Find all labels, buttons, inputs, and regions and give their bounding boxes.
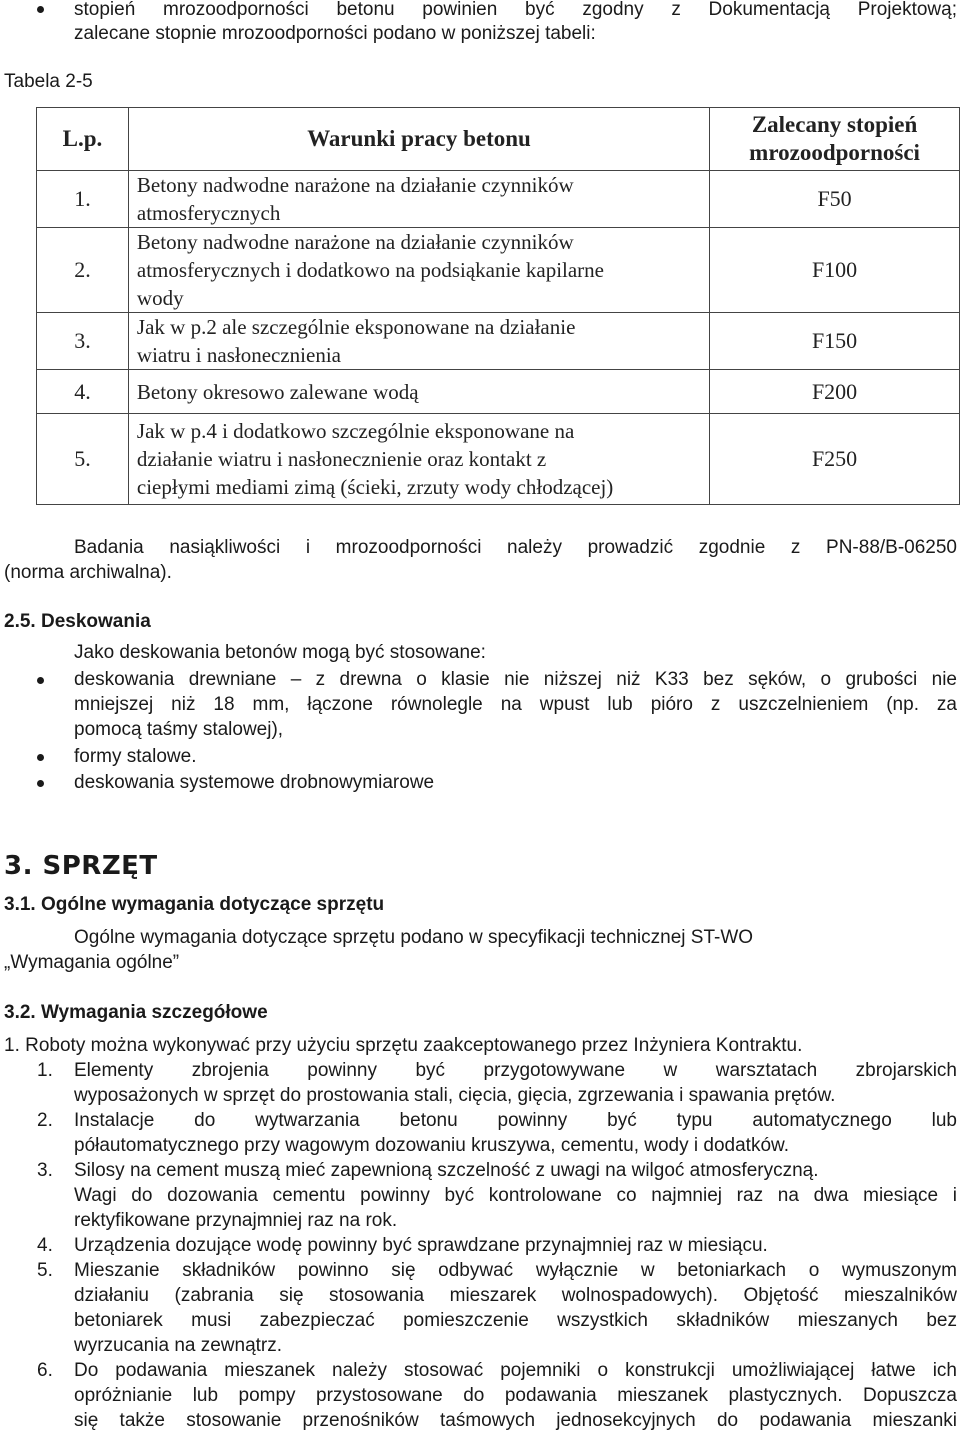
row-grade: F50 [710, 171, 960, 228]
s31-line-1: Ogólne wymagania dotyczące sprzętu podano w specyfikacji technicznej ST-WO [74, 927, 754, 948]
item-line: Mieszanie składników powinno się odbywać wyłącznie w betoniarkach o wymuszonym [74, 1260, 957, 1281]
header-lp: L.p. [37, 108, 129, 171]
row-conditions [128, 370, 709, 414]
item-line: półautomatycznego przy wagowym dozowaniu kruszywa, cementu, wody i dodatków. [74, 1135, 789, 1156]
deskowania-bullet-1-line-2: mniejszej niż 18 mm, łączone równolegle na wpust lub pióro z uszczelnieniem (np. za [74, 694, 957, 715]
table-row [37, 171, 960, 228]
s32-lead: 1. Roboty można wykonywać przy użyciu sprzętu zaakceptowanego przez Inżyniera Kontraktu. [4, 1035, 803, 1056]
condition-line: działanie wiatru i nasłonecznienie oraz kontakt z [136, 447, 547, 471]
item-line: rektyfikowane przynajmniej raz na rok. [74, 1210, 398, 1231]
bullet-dot [37, 6, 44, 13]
nasiakliwosc-line-2: (norma archiwalna). [4, 562, 172, 583]
item-line: Wagi do dozowania cementu powinny być kontrolowane co najmniej raz na dwa miesiące i [74, 1185, 957, 1206]
condition-line: wody [136, 286, 184, 310]
row-grade: F150 [710, 313, 960, 370]
row-lp: 3. [37, 313, 129, 370]
item-line: betoniarek musi zabezpieczać pomieszczenie wszystkich składników mieszanych bez [74, 1310, 957, 1331]
condition-line: atmosferycznych [136, 201, 281, 225]
table-row [37, 228, 960, 313]
table-row [37, 313, 960, 370]
section-heading-3-1: 3.1. Ogólne wymagania dotyczące sprzętu [4, 894, 385, 915]
item-number: 4. [37, 1235, 53, 1256]
header-grade [710, 108, 960, 171]
condition-line: Betony nadwodne narażone na działanie czynników [136, 173, 574, 197]
frost-resistance-table [36, 107, 960, 505]
s31-line-2: „Wymagania ogólne” [4, 952, 180, 973]
item-number: 6. [37, 1360, 53, 1381]
condition-line: ciepłymi mediami zimą (ścieki, zrzuty wody chłodzącej) [136, 475, 614, 499]
condition-line: wiatru i nasłonecznienia [136, 343, 341, 367]
row-lp: 2. [37, 228, 129, 313]
row-conditions [128, 171, 709, 228]
intro-line-2: zalecane stopnie mrozoodporności podano w poniższej tabeli: [74, 23, 596, 44]
table-row [37, 370, 960, 414]
condition-line: Betony okresowo zalewane wodą [136, 379, 419, 404]
row-lp: 5. [37, 414, 129, 505]
deskowania-bullet-2: formy stalowe. [74, 746, 197, 767]
item-number: 1. [37, 1060, 53, 1081]
item-number: 3. [37, 1160, 53, 1181]
table-row [37, 414, 960, 505]
item-line: Silosy na cement muszą mieć zapewnioną szczelność z uwagi na wilgoć atmosferyczną. [74, 1160, 819, 1181]
bullet-dot [37, 780, 44, 787]
item-line: wyposażonych w sprzęt do prostowania stali, cięcia, gięcia, zgrzewania i spawania prętów. [74, 1085, 836, 1106]
deskowania-lead: Jako deskowania betonów mogą być stosowane: [74, 642, 486, 663]
bullet-dot [37, 754, 44, 761]
row-grade: F250 [710, 414, 960, 505]
condition-line: Betony nadwodne narażone na działanie czynników [136, 230, 574, 254]
header-grade-line-2: mrozoodporności [749, 140, 920, 165]
section-heading-2-5: 2.5. Deskowania [4, 611, 151, 632]
row-lp: 4. [37, 370, 129, 414]
row-lp: 1. [37, 171, 129, 228]
item-line: Urządzenia dozujące wodę powinny być sprawdzane przynajmniej raz w miesiącu. [74, 1235, 768, 1256]
nasiakliwosc-line-1: Badania nasiąkliwości i mrozoodporności należy prowadzić zgodnie z PN-88/B-06250 [74, 537, 957, 558]
header-conditions: Warunki pracy betonu [128, 108, 709, 171]
item-line: się także stosowanie przenośników taśmowych jednosekcyjnych do podawania mieszanki [74, 1410, 957, 1431]
row-grade: F200 [710, 370, 960, 414]
item-line: działaniu (zabrania się stosowania mieszarek wolnospadowych). Objętość mieszalników [74, 1285, 957, 1306]
row-conditions [128, 313, 709, 370]
item-line: wyrzucania na zewnątrz. [74, 1335, 283, 1356]
intro-line-1: stopień mrozoodporności betonu powinien być zgodny z Dokumentacją Projektową; [74, 0, 957, 20]
condition-line: Jak w p.2 ale szczególnie eksponowane na działanie [136, 315, 576, 339]
item-number: 5. [37, 1260, 53, 1281]
deskowania-bullet-1-line-3: pomocą taśmy stalowej), [74, 719, 284, 740]
table-caption: Tabela 2-5 [4, 71, 93, 92]
row-grade: F100 [710, 228, 960, 313]
item-number: 2. [37, 1110, 53, 1131]
item-line: Do podawania mieszanek należy stosować pojemniki o konstrukcji umożliwiającej łatwe ich [74, 1360, 957, 1381]
section-heading-3-2: 3.2. Wymagania szczegółowe [4, 1002, 268, 1023]
deskowania-bullet-3: deskowania systemowe drobnowymiarowe [74, 772, 435, 793]
condition-line: Jak w p.4 i dodatkowo szczególnie eksponowane na [136, 419, 575, 443]
deskowania-bullet-1-line-1: deskowania drewniane – z drewna o klasie nie niższej niż K33 bez sęków, o grubości nie [74, 669, 957, 690]
row-conditions [128, 414, 709, 505]
row-conditions [128, 228, 709, 313]
condition-line: atmosferycznych i dodatkowo na podsiąkanie kapilarne [136, 258, 604, 282]
header-grade-line-1: Zalecany stopień [751, 112, 918, 137]
item-line: opróżnianie lub pompy przystosowane do podawania mieszanek plastycznych. Dopuszcza [74, 1385, 957, 1406]
section-heading-3: 3. SPRZĘT [4, 851, 158, 881]
item-line: Instalacje do wytwarzania betonu powinny być typu automatycznego lub [74, 1110, 957, 1131]
bullet-dot [37, 677, 44, 684]
item-line: Elementy zbrojenia powinny być przygotowywane w warsztatach zbrojarskich [74, 1060, 957, 1081]
table-header-row [37, 108, 960, 171]
